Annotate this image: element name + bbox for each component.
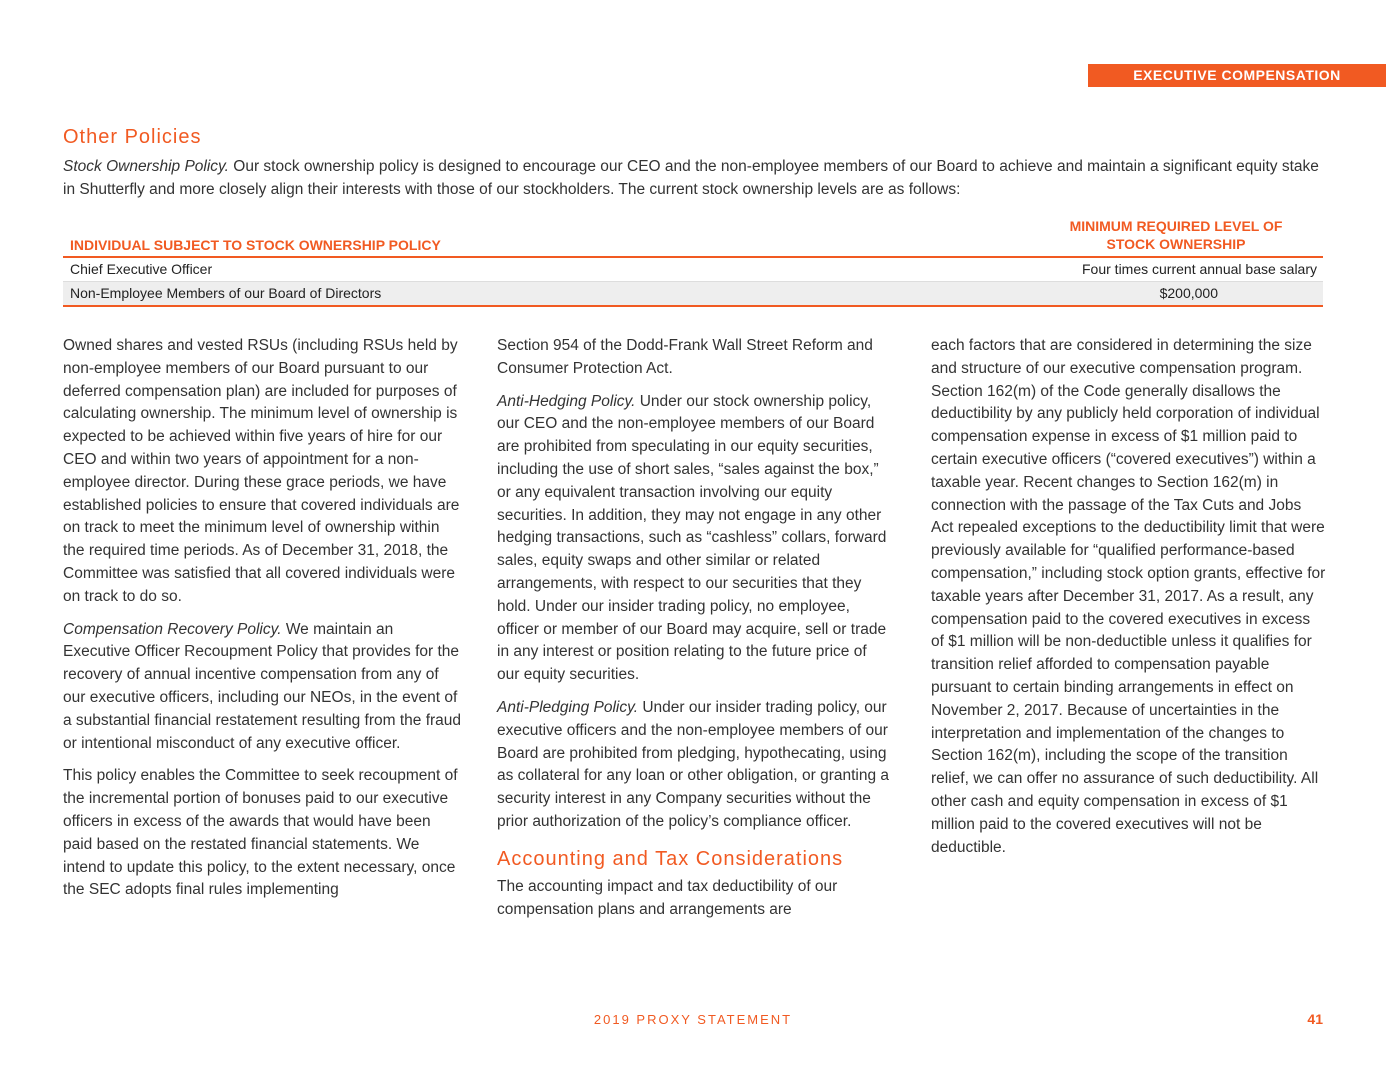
recovery-policy-text: We maintain an Executive Officer Recoupment Policy that provides for the recovery of annual incentive compensation from any of our executive officers, including our NEOs, in the event of a substantial financial restatement resulting from the fraud or intentional misconduct of any executive officer. — [63, 620, 462, 752]
accounting-tax-heading: Accounting and Tax Considerations — [497, 847, 844, 870]
ownership-details-paragraph: Owned shares and vested RSUs (including RSUs held by non-employee members of our Board pursuant to our deferred compensation plan) are included for purposes of calculating ownership. The minimum level of ownership is expected to be achieved within five years of hire for our CEO and within two years of appointment for a non-employee director. During these grace periods, we have established policies to ensure that covered individuals are on track to meet the minimum level of ownership within the required time periods. As of December 31, 2018, the Committee was satisfied that all covered individuals were on track to do so. — [63, 337, 460, 605]
dodd-frank-paragraph: Section 954 of the Dodd-Frank Wall Street Reform and Consumer Protection Act. — [497, 337, 873, 377]
text-column-2 — [497, 335, 892, 931]
row-level: $200,000 — [1159, 285, 1218, 301]
col-level-header — [1051, 217, 1301, 253]
section-162m-paragraph: each factors that are considered in determining the size and structure of our executive compensation program. Section 162(m) of the Code generally disallows the deductibility by any publicly held corporation of individual compensation expense in excess of $1 million paid to certain executive officers (“covered executives”) within a taxable year. Recent changes to Section 162(m) in connection with the passage of the Tax Cuts and Jobs Act repealed exceptions to the deductibility limit that were previously available for “qualified performance-based compensation,” including stock option grants, effective for taxable years after December 31, 2017. As a result, any compensation paid to the covered executives in excess of $1 million will be non-deductible unless it qualifies for transition relief afforded to compensation payable pursuant to certain binding arrangements in effect on November 2, 2017. Because of uncertainties in the interpretation and implementation of the changes to Section 162(m), including the scope of the transition relief, we can offer no assurance of such deductibility. All other cash and equity compensation in excess of $1 million paid to the covered executives will not be deductible. — [931, 337, 1326, 856]
ownership-table-header — [63, 218, 1323, 258]
col-level-header-line1: MINIMUM REQUIRED LEVEL OF — [1069, 218, 1283, 234]
anti-hedging-text: Under our stock ownership policy, our CEO and the non-employee members of our Board are prohibited from speculating in our equity securities, including the use of short sales, “sales against the box,” or any equivalent transaction involving our equity securities. In addition, they may not engage in any other hedging transactions, such as “cashless” collars, forward sales, equity swaps and other similar or related arrangements, with respect to our securities that they hold. Under our insider trading policy, no employee, officer or member of our Board may acquire, sell or trade in any interest or position relating to the future price of our equity securities. — [497, 392, 887, 684]
row-subject: Chief Executive Officer — [70, 261, 213, 277]
anti-pledging-paragraph — [497, 697, 892, 834]
section-label: EXECUTIVE COMPENSATION — [1088, 64, 1386, 87]
other-policies-heading: Other Policies — [63, 126, 202, 148]
col-subject-header: INDIVIDUAL SUBJECT TO STOCK OWNERSHIP POLICY — [70, 237, 441, 253]
recoupment-paragraph: This policy enables the Committee to seek recoupment of the incremental portion of bonuses paid to our executive officers in excess of the awards that would have been paid based on the restated financial statements. We intend to update this policy, to the extent necessary, once the SEC adopts final rules implementing — [63, 767, 458, 899]
accounting-paragraph: The accounting impact and tax deductibility of our compensation plans and arrangements are — [497, 877, 838, 918]
table-row — [63, 282, 1323, 307]
page-number: 41 — [1307, 1011, 1323, 1027]
stock-ownership-label: Stock Ownership Policy. — [63, 158, 229, 175]
stock-ownership-intro — [63, 155, 1325, 201]
row-subject: Non-Employee Members of our Board of Directors — [70, 285, 382, 301]
recovery-policy-label: Compensation Recovery Policy. — [63, 620, 282, 638]
footer-document-title: 2019 PROXY STATEMENT — [593, 1012, 793, 1027]
anti-pledging-label: Anti-Pledging Policy. — [497, 698, 639, 716]
anti-hedging-paragraph — [497, 391, 892, 687]
anti-hedging-label: Anti-Hedging Policy. — [497, 392, 636, 410]
recovery-policy-paragraph — [63, 619, 463, 756]
row-level: Four times current annual base salary — [1082, 261, 1317, 277]
stock-ownership-text: Our stock ownership policy is designed to encourage our CEO and the non-employee members of our Board to achieve and maintain a significant equity stake in Shutterfly and more closely align their interests with those of our stockholders. The current stock ownership levels are as follows: — [63, 158, 1319, 198]
ownership-table — [63, 218, 1323, 307]
anti-pledging-text: Under our insider trading policy, our executive officers and the non-employee members of our Board are prohibited from pledging, hypothecating, using as collateral for any loan or other obligation, or granting a security interest in any Company securities without the prior authorization of the policy’s compliance officer. — [497, 698, 890, 830]
text-column-3 — [931, 335, 1326, 869]
col-level-header-line2: STOCK OWNERSHIP — [1106, 236, 1246, 252]
table-row — [63, 258, 1323, 282]
text-column-1 — [63, 335, 463, 912]
